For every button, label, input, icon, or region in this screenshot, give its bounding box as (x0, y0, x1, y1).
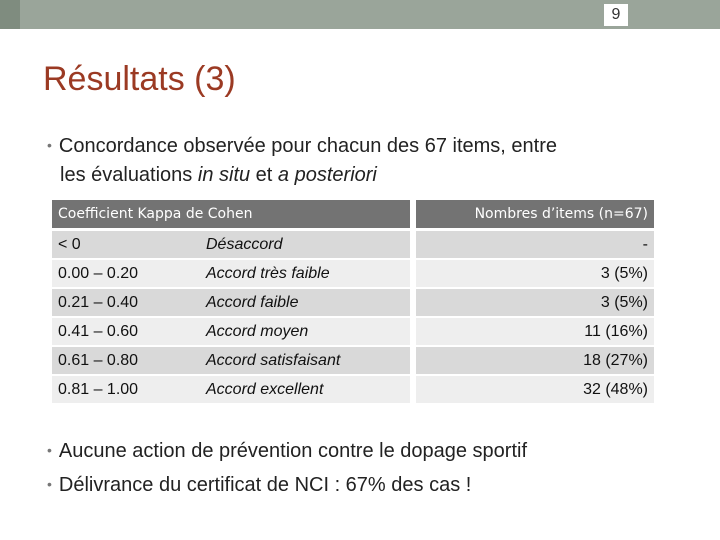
count-cell: 3 (5%) (416, 288, 654, 317)
bullet-text: Délivrance du certificat de NCI : 67% des cas ! (58, 474, 472, 496)
in-situ-text: in situ (197, 164, 251, 186)
agreement-cell: Accord satisfaisant (200, 346, 410, 375)
range-cell: 0.41 – 0.60 (52, 317, 200, 346)
header-kappa: Coefficient Kappa de Cohen (52, 200, 410, 230)
count-cell: 3 (5%) (416, 259, 654, 288)
slide-title: Résultats (3) (43, 60, 236, 98)
table-header-row (52, 200, 654, 230)
range-cell: 0.61 – 0.80 (52, 346, 200, 375)
table-row (52, 288, 654, 317)
count-cell: 18 (27%) (416, 346, 654, 375)
bullet-text: Aucune action de prévention contre le dopage sportif (58, 440, 528, 462)
table-row (52, 375, 654, 404)
bullet-certificate (47, 470, 471, 500)
table-row (52, 346, 654, 375)
count-cell: 32 (48%) (416, 375, 654, 404)
bullet-text-line1: Concordance observée pour chacun des 67 items, entre (58, 135, 557, 157)
a-posteriori-text: a posteriori (277, 164, 377, 186)
bullet-dot-icon: • (47, 442, 52, 458)
top-banner (0, 0, 720, 29)
table-row (52, 259, 654, 288)
line2-start: les évaluations (60, 164, 198, 186)
bullet-concordance (47, 131, 677, 190)
table-row (52, 317, 654, 346)
line2-middle: et (250, 164, 278, 186)
agreement-cell: Désaccord (200, 230, 410, 260)
bullet-prevention (47, 436, 527, 466)
count-cell: 11 (16%) (416, 317, 654, 346)
agreement-cell: Accord excellent (200, 375, 410, 404)
range-cell: 0.21 – 0.40 (52, 288, 200, 317)
range-cell: 0.00 – 0.20 (52, 259, 200, 288)
header-count: Nombres d’items (n=67) (416, 200, 654, 230)
range-cell: 0.81 – 1.00 (52, 375, 200, 404)
bullet-dot-icon: • (47, 476, 52, 492)
agreement-cell: Accord faible (200, 288, 410, 317)
kappa-table (52, 200, 654, 405)
bullet-text-line2 (47, 161, 677, 190)
count-cell: - (416, 230, 654, 260)
agreement-cell: Accord très faible (200, 259, 410, 288)
range-cell: < 0 (52, 230, 200, 260)
table-row (52, 230, 654, 260)
agreement-cell: Accord moyen (200, 317, 410, 346)
slide-number: 9 (604, 4, 628, 26)
banner-accent (0, 0, 20, 29)
bullet-dot-icon: • (47, 137, 52, 153)
